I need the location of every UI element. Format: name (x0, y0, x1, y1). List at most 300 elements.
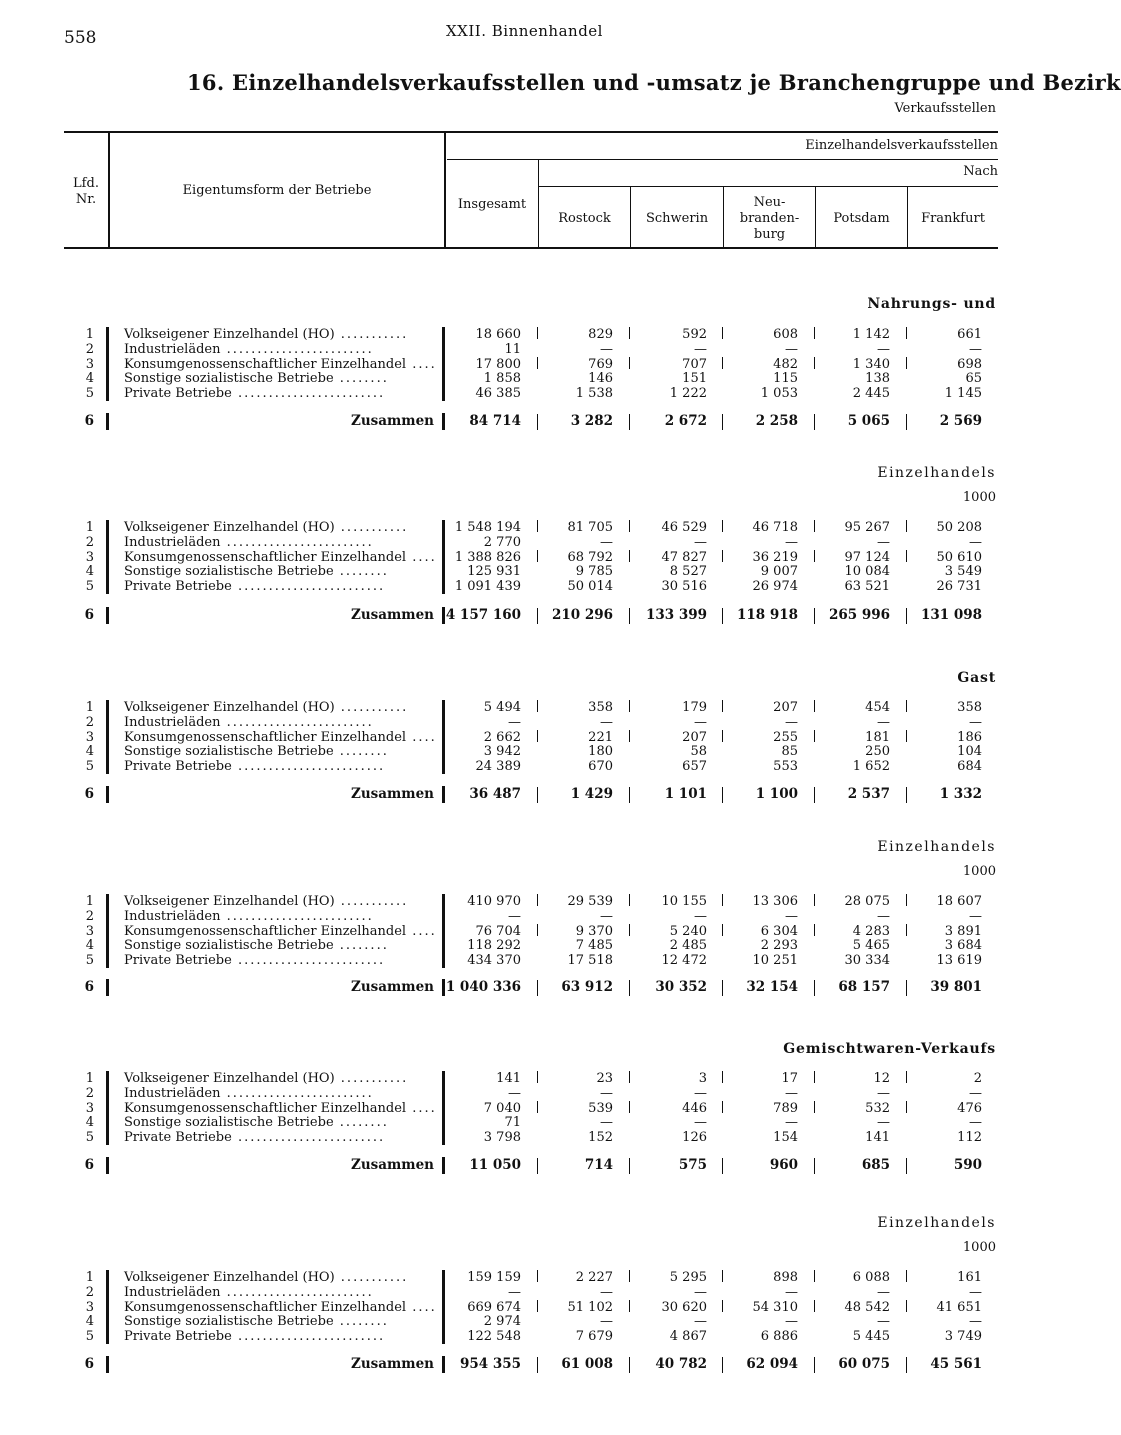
table-cell: 7 679 (575, 1329, 613, 1345)
row-label (124, 579, 432, 594)
row-number: 1 (85, 520, 94, 535)
row-leader-dots: ........ (333, 564, 389, 580)
total-row (0, 1357, 1024, 1372)
row-number: 2 (85, 714, 94, 730)
table-cell: — (785, 341, 798, 357)
table-cell: 23 (596, 1071, 613, 1086)
table-cell: 207 (682, 729, 707, 745)
table-cell: — (877, 1085, 890, 1101)
table-cell: 10 084 (844, 564, 890, 580)
row-label-text: Volkseigener Einzelhandel (HO) (124, 520, 335, 535)
section-unit: 1000 (962, 1240, 996, 1255)
row-number: 4 (85, 938, 94, 954)
table-cell: — (508, 1085, 521, 1101)
table-cell: 17 (781, 1071, 798, 1086)
table-cell: 657 (682, 759, 707, 775)
header-group-label: Einzelhandelsverkaufsstellen (805, 138, 998, 153)
table-cell: — (694, 1284, 707, 1300)
row-label-text: Konsumgenossenschaftlicher Einzelhandel (124, 729, 407, 745)
table-cell: 46 529 (661, 520, 707, 535)
table-cell: — (600, 908, 613, 924)
row-label (124, 715, 432, 730)
table-cell: 50 014 (567, 579, 613, 595)
total-cell: 45 561 (930, 1356, 982, 1372)
row-label-text: Sonstige sozialistische Betriebe (124, 744, 334, 760)
table-cell: 829 (588, 327, 613, 342)
header-eigentumsform: Eigentumsform der Betriebe (182, 183, 372, 198)
total-cell: 954 355 (459, 1356, 521, 1372)
row-label-text: Private Betriebe (124, 953, 232, 969)
row-leader-dots: ........... (334, 700, 409, 715)
row-label (124, 923, 437, 939)
total-row (0, 980, 1024, 995)
table-cell: 454 (865, 700, 890, 715)
row-label-text: Sonstige sozialistische Betriebe (124, 371, 334, 387)
table-cell: — (694, 908, 707, 924)
table-cell: 1 388 826 (454, 549, 521, 565)
row-number: 6 (84, 607, 94, 623)
table-row (0, 342, 1024, 357)
table-cell: 9 785 (575, 564, 613, 580)
total-cell: 1 429 (570, 786, 613, 802)
table-cell: 8 527 (669, 564, 707, 580)
table-cell: 9 370 (575, 923, 613, 939)
table-cell: — (877, 1115, 890, 1131)
table-cell: 97 124 (844, 549, 890, 565)
table-cell: 661 (957, 327, 982, 342)
row-number: 4 (85, 1115, 94, 1131)
row-leader-dots: ........... (334, 520, 409, 535)
table-cell: 3 798 (483, 1130, 521, 1146)
row-label (124, 356, 437, 372)
table-cell: 5 240 (669, 923, 707, 939)
table-cell: 126 (682, 1130, 707, 1146)
table-cell: 68 792 (567, 549, 613, 565)
total-label: Zusammen (351, 607, 434, 623)
header-col-potsdam: Potsdam (833, 211, 890, 226)
table-row (0, 1115, 1024, 1130)
row-number: 1 (85, 327, 94, 342)
table-cell: 46 385 (475, 386, 521, 402)
table-row (0, 909, 1024, 924)
header-nach-label: Nach (963, 164, 998, 179)
row-label (124, 729, 437, 745)
row-number: 6 (84, 413, 94, 429)
row-label-text: Konsumgenossenschaftlicher Einzelhandel (124, 1299, 407, 1315)
table-cell: — (877, 1314, 890, 1330)
table-cell: 592 (682, 327, 707, 342)
table-cell: 146 (588, 371, 613, 387)
table-cell: 769 (588, 356, 613, 372)
table-title: 16. Einzelhandelsverkaufsstellen und -umsatz je Branchengruppe und Bezirk (187, 70, 1121, 95)
table-cell: 410 970 (467, 894, 521, 909)
table-cell: 539 (588, 1100, 613, 1116)
row-leader-dots: ........................ (220, 341, 374, 357)
header-divider (444, 133, 446, 247)
table-cell: — (969, 1115, 982, 1131)
row-leader-dots: ........................ (220, 1284, 374, 1300)
row-label (124, 1299, 437, 1315)
table-cell: — (877, 341, 890, 357)
table-cell: — (785, 1085, 798, 1101)
total-cell: 63 912 (561, 979, 613, 995)
table-cell: 41 651 (936, 1299, 982, 1315)
table-cell: — (969, 1284, 982, 1300)
table-cell: — (600, 1085, 613, 1101)
row-number: 2 (85, 341, 94, 357)
table-cell: — (969, 341, 982, 357)
section-title: Gemischtwaren-Verkaufs (783, 1041, 996, 1057)
table-cell: — (969, 714, 982, 730)
total-cell: 685 (861, 1157, 890, 1173)
row-label-text: Industrieläden (124, 1284, 221, 1300)
total-cell: 1 100 (755, 786, 798, 802)
table-cell: 207 (773, 700, 798, 715)
table-cell: 65 (965, 371, 982, 387)
section-title: Einzelhandels (877, 1215, 996, 1231)
total-row (0, 787, 1024, 802)
table-cell: — (508, 714, 521, 730)
total-cell: 960 (769, 1157, 798, 1173)
row-leader-dots: ........................ (220, 908, 374, 924)
row-leader-dots: ........................ (231, 1329, 386, 1345)
table-cell: — (877, 908, 890, 924)
table-row (0, 744, 1024, 759)
row-number: 6 (84, 786, 94, 802)
row-leader-dots: ........... (334, 327, 409, 342)
table-cell: 6 886 (760, 1329, 798, 1345)
row-leader-dots: ........... (334, 894, 409, 909)
page-number: 558 (64, 28, 97, 48)
row-label-text: Sonstige sozialistische Betriebe (124, 938, 334, 954)
row-number: 4 (85, 1314, 94, 1330)
table-cell: 122 548 (467, 1329, 521, 1345)
total-cell: 2 569 (939, 413, 982, 429)
table-row (0, 520, 1024, 535)
table-cell: 553 (773, 759, 798, 775)
table-cell: 482 (773, 356, 798, 372)
table-row (0, 550, 1024, 565)
table-cell: 2 770 (483, 534, 521, 550)
row-label (124, 342, 432, 357)
table-cell: — (508, 1284, 521, 1300)
total-row (0, 1158, 1024, 1173)
row-leader-dots: .... (406, 549, 437, 565)
total-cell: 61 008 (561, 1356, 613, 1372)
table-row (0, 579, 1024, 594)
row-leader-dots: .... (406, 1299, 437, 1315)
total-cell: 1 332 (939, 786, 982, 802)
table-cell: 12 (873, 1071, 890, 1086)
table-cell: — (785, 1284, 798, 1300)
row-label-text: Industrieläden (124, 1085, 221, 1101)
total-cell: 265 996 (828, 607, 890, 623)
total-row (0, 608, 1024, 623)
chapter-heading: XXII. Binnenhandel (446, 22, 603, 40)
unit-label: Verkaufsstellen (894, 101, 996, 116)
header-col-neubrandenburg: Neu- branden- burg (739, 195, 800, 242)
section-title: Einzelhandels (877, 465, 996, 481)
total-cell: 2 672 (664, 413, 707, 429)
table-cell: — (600, 1115, 613, 1131)
table-cell: — (969, 1085, 982, 1101)
table-row (0, 938, 1024, 953)
row-label (124, 700, 432, 715)
table-cell: 85 (781, 744, 798, 760)
total-cell: 60 075 (838, 1356, 890, 1372)
table-row (0, 327, 1024, 342)
table-cell: 1 091 439 (454, 579, 521, 595)
table-cell: — (785, 714, 798, 730)
table-cell: 6 304 (760, 923, 798, 939)
row-leader-dots: .... (406, 1100, 437, 1116)
table-cell: 26 974 (752, 579, 798, 595)
table-row (0, 1314, 1024, 1329)
table-row (0, 1130, 1024, 1145)
table-row (0, 894, 1024, 909)
row-label-text: Volkseigener Einzelhandel (HO) (124, 1071, 335, 1086)
table-cell: 180 (588, 744, 613, 760)
table-cell: 30 516 (661, 579, 707, 595)
table-row (0, 730, 1024, 745)
table-row (0, 1329, 1024, 1344)
row-leader-dots: ........ (333, 938, 389, 954)
row-label (124, 1314, 432, 1329)
table-cell: 48 542 (844, 1299, 890, 1315)
table-cell: 28 075 (844, 894, 890, 909)
table-cell: 115 (773, 371, 798, 387)
row-label-text: Private Betriebe (124, 1329, 232, 1345)
total-cell: 1 101 (664, 786, 707, 802)
total-row (0, 414, 1024, 429)
table-cell: 29 539 (567, 894, 613, 909)
row-number: 3 (85, 1299, 94, 1315)
total-label: Zusammen (351, 413, 434, 429)
table-cell: 24 389 (475, 759, 521, 775)
row-label (124, 894, 432, 909)
table-row (0, 1300, 1024, 1315)
row-label (124, 1329, 432, 1344)
table-cell: — (600, 714, 613, 730)
total-cell: 84 714 (469, 413, 521, 429)
table-cell: 532 (865, 1100, 890, 1116)
table-cell: — (600, 1314, 613, 1330)
row-number: 3 (85, 1100, 94, 1116)
table-cell: 151 (682, 371, 707, 387)
row-label (124, 535, 432, 550)
row-number: 1 (85, 894, 94, 909)
table-cell: 181 (865, 729, 890, 745)
row-number: 2 (85, 534, 94, 550)
table-cell: 179 (682, 700, 707, 715)
table-cell: 6 088 (852, 1270, 890, 1285)
row-label-text: Industrieläden (124, 341, 221, 357)
table-cell: 141 (865, 1130, 890, 1146)
row-label-text: Konsumgenossenschaftlicher Einzelhandel (124, 923, 407, 939)
total-cell: 210 296 (551, 607, 613, 623)
table-cell: 4 283 (852, 923, 890, 939)
row-number: 1 (85, 1071, 94, 1086)
total-cell: 40 782 (655, 1356, 707, 1372)
table-cell: — (877, 714, 890, 730)
header-group-rule (447, 159, 998, 160)
total-cell: 5 065 (847, 413, 890, 429)
row-label-text: Private Betriebe (124, 579, 232, 595)
table-cell: 36 219 (752, 549, 798, 565)
row-label (124, 386, 432, 401)
row-leader-dots: ........................ (231, 1130, 386, 1146)
row-label-text: Industrieläden (124, 908, 221, 924)
table-cell: 186 (957, 729, 982, 745)
table-cell: 1 858 (483, 371, 521, 387)
row-label-text: Volkseigener Einzelhandel (HO) (124, 1270, 335, 1285)
row-label (124, 909, 432, 924)
total-cell: 590 (953, 1157, 982, 1173)
row-leader-dots: ........ (333, 744, 389, 760)
table-cell: 104 (957, 744, 982, 760)
row-label-text: Sonstige sozialistische Betriebe (124, 1314, 334, 1330)
row-leader-dots: ........................ (231, 953, 386, 969)
row-number: 5 (85, 386, 94, 402)
row-leader-dots: ........ (333, 1314, 389, 1330)
row-label (124, 327, 432, 342)
table-cell: 13 619 (936, 953, 982, 969)
table-cell: 3 942 (483, 744, 521, 760)
table-row (0, 564, 1024, 579)
section-unit: 1000 (962, 490, 996, 505)
row-number: 5 (85, 759, 94, 775)
table-cell: — (969, 1314, 982, 1330)
table-cell: 13 306 (752, 894, 798, 909)
row-number: 3 (85, 356, 94, 372)
row-label-text: Industrieläden (124, 534, 221, 550)
total-label: Zusammen (351, 979, 434, 995)
table-cell: 255 (773, 729, 798, 745)
row-number: 2 (85, 1284, 94, 1300)
table-cell: 670 (588, 759, 613, 775)
row-label (124, 938, 432, 953)
row-label (124, 759, 432, 774)
table-cell: 2 974 (483, 1314, 521, 1330)
table-cell: 476 (957, 1100, 982, 1116)
row-leader-dots: ........................ (231, 579, 386, 595)
row-label (124, 520, 432, 535)
table-cell: 1 340 (852, 356, 890, 372)
header-nach-rule (539, 186, 998, 187)
table-row (0, 700, 1024, 715)
table-row (0, 535, 1024, 550)
table-cell: 358 (957, 700, 982, 715)
table-cell: 11 (504, 341, 521, 357)
table-cell: 434 370 (467, 953, 521, 969)
table-cell: 3 549 (944, 564, 982, 580)
total-cell: 2 258 (755, 413, 798, 429)
table-cell: 125 931 (467, 564, 521, 580)
row-label (124, 744, 432, 759)
table-cell: 118 292 (467, 938, 521, 954)
row-leader-dots: ........................ (220, 1085, 374, 1101)
total-cell: 30 352 (655, 979, 707, 995)
total-cell: 714 (584, 1157, 613, 1173)
row-label-text: Sonstige sozialistische Betriebe (124, 1115, 334, 1131)
table-cell: — (785, 1115, 798, 1131)
table-row (0, 371, 1024, 386)
table-cell: 112 (957, 1130, 982, 1146)
table-cell: — (694, 1115, 707, 1131)
row-number: 3 (85, 549, 94, 565)
row-leader-dots: .... (406, 729, 437, 745)
table-cell: 1 222 (669, 386, 707, 402)
table-cell: 81 705 (567, 520, 613, 535)
row-label (124, 1285, 432, 1300)
total-cell: 11 050 (469, 1157, 521, 1173)
table-cell: — (877, 534, 890, 550)
header-col-insgesamt: Insgesamt (457, 197, 527, 212)
header-col-schwerin: Schwerin (645, 211, 709, 226)
table-cell: — (785, 534, 798, 550)
table-row (0, 759, 1024, 774)
total-cell: 3 282 (570, 413, 613, 429)
row-leader-dots: ........ (333, 371, 389, 387)
total-cell: 32 154 (746, 979, 798, 995)
table-cell: 26 731 (936, 579, 982, 595)
table-cell: 17 800 (475, 356, 521, 372)
table-cell: 141 (496, 1071, 521, 1086)
table-cell: 18 607 (936, 894, 982, 909)
table-cell: 3 749 (944, 1329, 982, 1345)
total-label: Zusammen (351, 786, 434, 802)
header-divider (538, 160, 539, 247)
table-cell: 4 867 (669, 1329, 707, 1345)
total-cell: 4 157 160 (445, 607, 521, 623)
table-cell: 159 159 (467, 1270, 521, 1285)
row-number: 5 (85, 1130, 94, 1146)
table-cell: 221 (588, 729, 613, 745)
row-number: 4 (85, 744, 94, 760)
table-cell: 12 472 (661, 953, 707, 969)
table-cell: 446 (682, 1100, 707, 1116)
row-number: 2 (85, 908, 94, 924)
row-label-text: Private Betriebe (124, 759, 232, 775)
table-cell: 789 (773, 1100, 798, 1116)
table-cell: 5 494 (483, 700, 521, 715)
table-cell: 18 660 (475, 327, 521, 342)
section-unit: 1000 (962, 864, 996, 879)
row-number: 6 (84, 1356, 94, 1372)
row-number: 1 (85, 700, 94, 715)
table-cell: 5 295 (669, 1270, 707, 1285)
row-number: 6 (84, 1157, 94, 1173)
header-col-rostock: Rostock (558, 211, 611, 226)
row-leader-dots: ........................ (231, 386, 386, 402)
table-cell: 76 704 (475, 923, 521, 939)
table-cell: 95 267 (844, 520, 890, 535)
table-cell: 47 827 (661, 549, 707, 565)
table-cell: — (694, 1314, 707, 1330)
table-cell: — (508, 908, 521, 924)
table-cell: 2 662 (483, 729, 521, 745)
table-cell: — (785, 1314, 798, 1330)
table-cell: 58 (690, 744, 707, 760)
row-label (124, 1071, 432, 1086)
table-cell: 54 310 (752, 1299, 798, 1315)
table-cell: — (600, 534, 613, 550)
table-row (0, 1086, 1024, 1101)
table-cell: 138 (865, 371, 890, 387)
total-label: Zusammen (351, 1356, 434, 1372)
row-number: 5 (85, 1329, 94, 1345)
table-cell: — (600, 1284, 613, 1300)
